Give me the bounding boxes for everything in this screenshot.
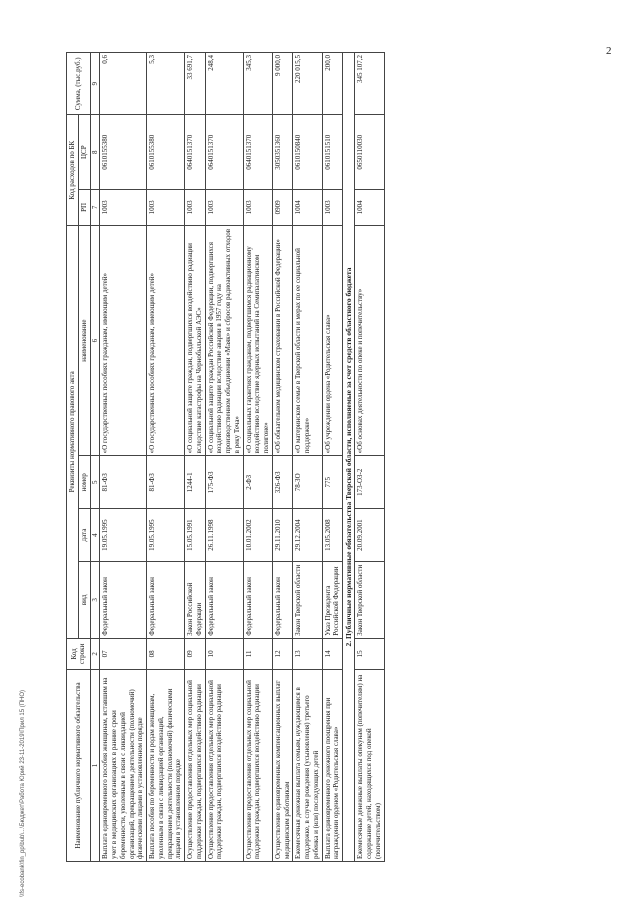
section-header-row — [343, 53, 355, 862]
page-number: 2 — [606, 45, 612, 57]
column-numbers-row — [90, 53, 100, 862]
cell-date: 20.09.2001 — [355, 509, 384, 562]
table-row — [355, 53, 384, 862]
cell-sum: 9 000,0 — [272, 53, 293, 116]
cell-rp: 1003 — [100, 189, 147, 225]
cell-date: 29.11.2010 — [272, 509, 293, 562]
cell-date: 10.01.2002 — [243, 509, 272, 562]
header-kind: вид — [78, 561, 90, 638]
cell-csr: 3050351360 — [272, 115, 293, 189]
cell-sum: 5,3 — [147, 53, 185, 116]
cell-number: 175-ФЗ — [205, 456, 243, 509]
header-rp: РП — [78, 189, 90, 225]
table-row — [322, 53, 343, 862]
column-number: 3 — [90, 561, 100, 638]
obligations-table — [66, 52, 385, 862]
section-title: 2. Публичные нормативные обязательства Тверской области, исполняемые за счет средств областного бюджета — [343, 53, 355, 862]
cell-csr: 0650110030 — [355, 115, 384, 189]
cell-sum: 33 691,7 — [185, 53, 206, 116]
cell-kind: Федеральный закон — [100, 561, 147, 638]
cell-rp: 0909 — [272, 189, 293, 225]
table-row — [100, 53, 147, 862]
cell-title: «О социальных гарантиях гражданам, подвергшимся радиационному воздействию вследствие ядерных испытаний на Семипалатинском полигоне» — [243, 225, 272, 455]
column-number: 1 — [90, 669, 100, 861]
file-path-footer: \\fs-ecobank\fin_pp\bub\...\Бюджет\Работа Юрий 23-11-2019\Прил 15 (ПНО) — [20, 689, 26, 897]
table-row — [147, 53, 185, 862]
rotated-table-container — [66, 52, 586, 862]
cell-code: 13 — [293, 638, 322, 669]
cell-name: Выплата пособия по беременности и родам женщинам, уволенным в связи с ликвидацией организаций, прекращением деятельности (полномочий) физическими лицами в установленном порядке — [147, 669, 185, 861]
table-row — [272, 53, 293, 862]
cell-csr: 0640151370 — [185, 115, 206, 189]
cell-csr: 0610151510 — [322, 115, 343, 189]
cell-number: 326-ФЗ — [272, 456, 293, 509]
header-date: дата — [78, 509, 90, 562]
cell-code: 09 — [185, 638, 206, 669]
cell-name: Осуществление единовременных компенсационных выплат медицинским работникам — [272, 669, 293, 861]
header-bk: Код расходов по БК — [67, 115, 79, 225]
cell-sum: 345 107,2 — [355, 53, 384, 116]
cell-title: «О государственных пособиях гражданам, имеющим детей» — [147, 225, 185, 455]
cell-csr: 0610150840 — [293, 115, 322, 189]
cell-code: 07 — [100, 638, 147, 669]
header-name: Наименование публичного нормативного обязательства — [67, 669, 91, 861]
cell-date: 15.05.1991 — [185, 509, 206, 562]
cell-rp: 1003 — [205, 189, 243, 225]
cell-number: 775 — [322, 456, 343, 509]
cell-date: 13.05.2008 — [322, 509, 343, 562]
cell-rp: 1003 — [147, 189, 185, 225]
cell-sum: 0,6 — [100, 53, 147, 116]
cell-number: 173-ОЗ-2 — [355, 456, 384, 509]
cell-sum: 200,0 — [322, 53, 343, 116]
cell-name: Ежемесячные денежные выплаты опекунам (попечителям) на содержание детей, находящихся под опекой (попечительством) — [355, 669, 384, 861]
table-row — [185, 53, 206, 862]
cell-kind: Закон Тверской области — [355, 561, 384, 638]
cell-csr: 0610155380 — [147, 115, 185, 189]
column-number: 2 — [90, 638, 100, 669]
cell-name: Ежемесячная денежная выплата семьям, нуждающимся в поддержке, в случае рождения (усыновления) третьего ребенка и (или) последующих детей — [293, 669, 322, 861]
table-row — [243, 53, 272, 862]
cell-rp: 1003 — [322, 189, 343, 225]
column-number: 9 — [90, 53, 100, 116]
cell-kind: Закон Российской Федерации — [185, 561, 206, 638]
cell-kind: Федеральный закон — [147, 561, 185, 638]
cell-rp: 1003 — [243, 189, 272, 225]
cell-csr: 0640151370 — [205, 115, 243, 189]
cell-number: 81-ФЗ — [100, 456, 147, 509]
cell-date: 19.05.1995 — [147, 509, 185, 562]
cell-title: «О государственных пособиях гражданам, имеющим детей» — [100, 225, 147, 455]
column-number: 4 — [90, 509, 100, 562]
cell-title: «Об учреждении ордена «Родительская слава» — [322, 225, 343, 455]
cell-date: 26.11.1998 — [205, 509, 243, 562]
cell-code: 15 — [355, 638, 384, 669]
cell-rp: 1004 — [355, 189, 384, 225]
cell-kind: Закон Тверской области — [293, 561, 322, 638]
header-sum: Сумма, (тыс.руб.) — [67, 53, 91, 116]
cell-name: Выплата единовременного денежного поощрения при награждении орденом «Родительская слава» — [322, 669, 343, 861]
cell-number: 78-ЗО — [293, 456, 322, 509]
cell-kind: Указ Президента Российской Федерации — [322, 561, 343, 638]
cell-number: 2-ФЗ — [243, 456, 272, 509]
cell-name: Осуществление предоставления отдельных мер социальной поддержки граждан, подвергшихся воздействию радиации — [185, 669, 206, 861]
column-number: 6 — [90, 225, 100, 455]
cell-code: 10 — [205, 638, 243, 669]
cell-title: «Об основах деятельности по опеке и попечительству» — [355, 225, 384, 455]
column-number: 8 — [90, 115, 100, 189]
cell-sum: 248,4 — [205, 53, 243, 116]
cell-kind: Федеральный закон — [272, 561, 293, 638]
cell-code: 11 — [243, 638, 272, 669]
header-csr: ЦСР — [78, 115, 90, 189]
column-number: 7 — [90, 189, 100, 225]
cell-title: «О социальной защите граждан Российской Федерации, подвергшихся воздействию радиации вследствие аварии в 1957 году на производственном объединении «Маяк» и сбросов радиоактивных отходов в реку Теча» — [205, 225, 243, 455]
cell-title: «О материнском семье в Тверской области и мерах по ее социальной поддержке» — [293, 225, 322, 455]
cell-name: Осуществление предоставления отдельных мер социальной поддержки граждан, подвергшихся воздействию радиации — [205, 669, 243, 861]
cell-rp: 1004 — [293, 189, 322, 225]
table-row — [293, 53, 322, 862]
cell-name: Осуществление предоставления отдельных мер социальной поддержки граждан, подвергшихся воздействию радиации — [243, 669, 272, 861]
cell-rp: 1003 — [185, 189, 206, 225]
cell-title: «О социальной защите граждан, подвергшихся воздействию радиации вследствие катастрофы на Чернобыльской АЭС» — [185, 225, 206, 455]
cell-code: 14 — [322, 638, 343, 669]
cell-number: 81-ФЗ — [147, 456, 185, 509]
table-row — [205, 53, 243, 862]
header-number: номер — [78, 456, 90, 509]
cell-sum: 345,3 — [243, 53, 272, 116]
header-code: Код строки — [67, 638, 91, 669]
cell-sum: 220 015,5 — [293, 53, 322, 116]
cell-csr: 0640151370 — [243, 115, 272, 189]
cell-date: 29.12.2004 — [293, 509, 322, 562]
cell-number: 1244-1 — [185, 456, 206, 509]
cell-code: 12 — [272, 638, 293, 669]
cell-code: 08 — [147, 638, 185, 669]
column-number: 5 — [90, 456, 100, 509]
cell-csr: 0610155380 — [100, 115, 147, 189]
cell-date: 19.05.1995 — [100, 509, 147, 562]
cell-name: Выплата единовременного пособия женщинам, вставшим на учет в медицинских организациях в ранние сроки беременности, уволенным в связи с ликвидацией организаций, прекращением деятельности (полномочий) физическими лицами в установленном порядке — [100, 669, 147, 861]
cell-kind: Федеральный закон — [243, 561, 272, 638]
cell-title: «Об обязательном медицинском страховании в Российской Федерации» — [272, 225, 293, 455]
header-requisites: Реквизиты нормативного правового акта — [67, 225, 79, 638]
header-title: наименование — [78, 225, 90, 455]
cell-kind: Федеральный закон — [205, 561, 243, 638]
